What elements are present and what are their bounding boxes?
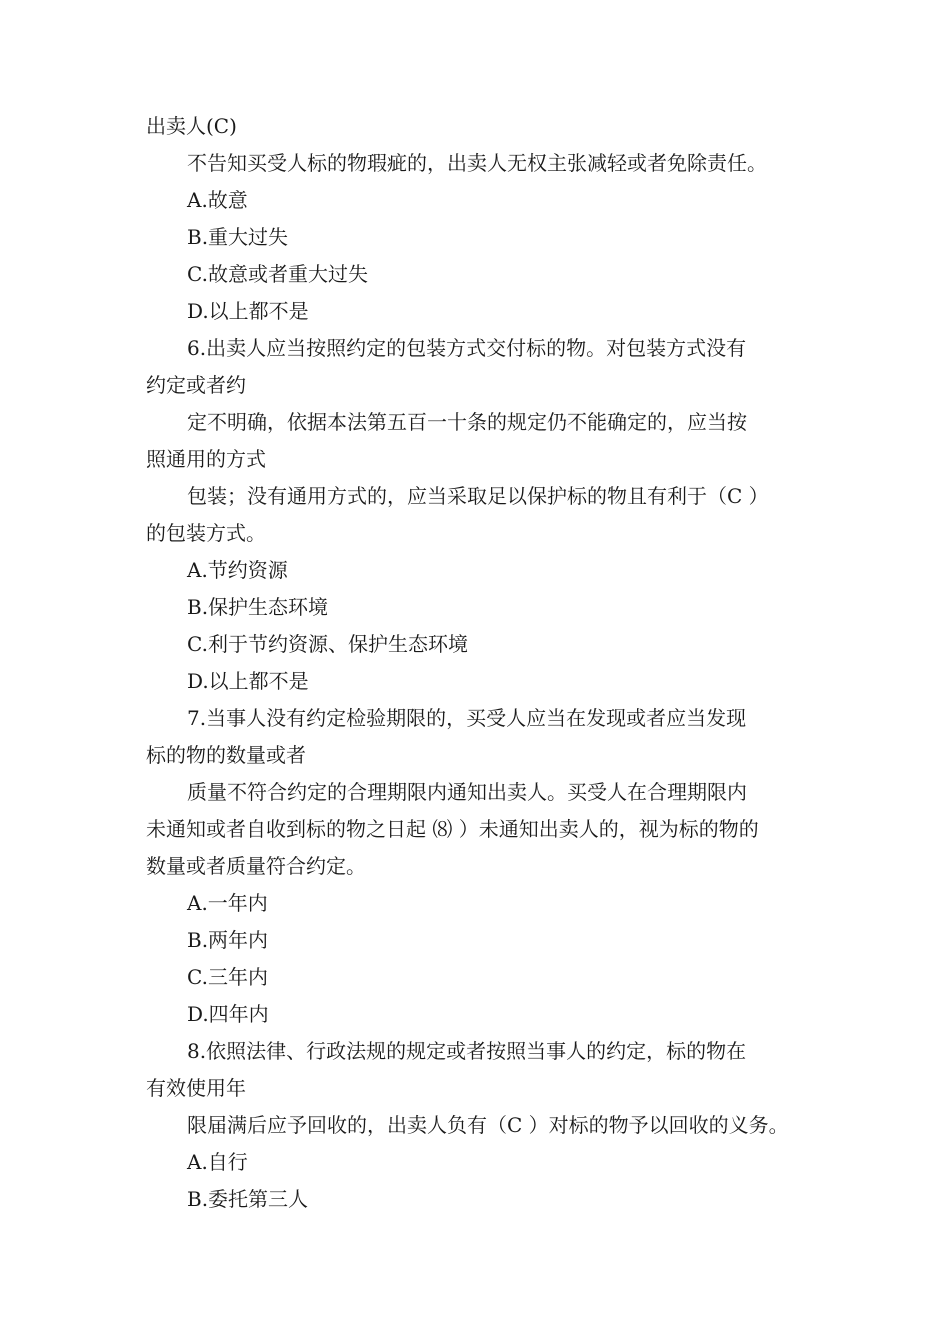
option-line: C.故意或者重大过失 bbox=[187, 262, 368, 286]
option-line: C.三年内 bbox=[187, 965, 268, 989]
option-line: D.以上都不是 bbox=[187, 299, 309, 323]
option-line: A.节约资源 bbox=[187, 558, 288, 582]
question-line: 质量不符合约定的合理期限内通知出卖人。买受人在合理期限内 bbox=[187, 780, 747, 804]
option-line: B.委托第三人 bbox=[187, 1187, 309, 1211]
option-line: B.重大过失 bbox=[187, 225, 289, 249]
question-line: 照通用的方式 bbox=[146, 447, 266, 471]
option-line: D.四年内 bbox=[187, 1002, 269, 1026]
question-line: 标的物的数量或者 bbox=[146, 743, 306, 767]
option-line: B.两年内 bbox=[187, 928, 269, 952]
option-line: A.故意 bbox=[187, 188, 248, 212]
option-line: D.以上都不是 bbox=[187, 669, 309, 693]
question-line: 包装；没有通用方式的，应当采取足以保护标的物且有利于（C ） bbox=[187, 484, 769, 508]
text-line: 出卖人(C) bbox=[146, 114, 237, 138]
question-line: 未通知或者自收到标的物之日起 ⑻ ）未通知出卖人的，视为标的物的 bbox=[146, 817, 759, 841]
question-line: 限届满后应予回收的，出卖人负有（C ）对标的物予以回收的义务。 bbox=[187, 1113, 789, 1137]
question-line: 的包装方式。 bbox=[146, 521, 266, 545]
question-line: 约定或者约 bbox=[146, 373, 246, 397]
option-line: B.保护生态环境 bbox=[187, 595, 329, 619]
question-line: 6.出卖人应当按照约定的包装方式交付标的物。对包装方式没有 bbox=[187, 336, 747, 360]
option-line: A.一年内 bbox=[187, 891, 268, 915]
option-line: C.利于节约资源、保护生态环境 bbox=[187, 632, 468, 656]
text-line: 不告知买受人标的物瑕疵的，出卖人无权主张减轻或者免除责任。 bbox=[187, 151, 767, 175]
question-line: 数量或者质量符合约定。 bbox=[146, 854, 366, 878]
question-line: 定不明确，依据本法第五百一十条的规定仍不能确定的，应当按 bbox=[187, 410, 747, 434]
question-line: 7.当事人没有约定检验期限的，买受人应当在发现或者应当发现 bbox=[187, 706, 747, 730]
question-line: 8.依照法律、行政法规的规定或者按照当事人的约定，标的物在 bbox=[187, 1039, 747, 1063]
option-line: A.自行 bbox=[187, 1150, 248, 1174]
question-line: 有效使用年 bbox=[146, 1076, 246, 1100]
